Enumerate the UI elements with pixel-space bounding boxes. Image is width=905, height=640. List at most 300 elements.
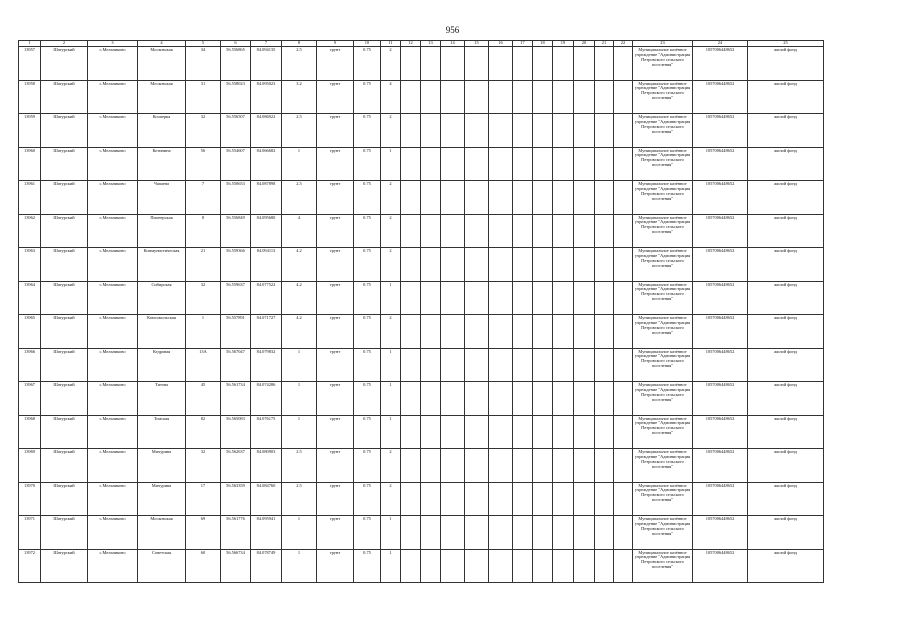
table-row: [19, 80, 824, 114]
table-cell: [441, 449, 465, 483]
table-cell: Муниципальное казённое учреждение "Администрация Петровского сельского поселения": [633, 214, 693, 248]
table-cell: [533, 348, 553, 382]
table-cell: 32: [186, 114, 221, 148]
column-number-cell: 9: [317, 41, 354, 47]
table-cell: [533, 382, 553, 416]
table-cell: [465, 248, 489, 282]
table-cell: 1057006448652: [693, 147, 748, 181]
table-cell: [421, 214, 441, 248]
table-cell: [489, 415, 513, 449]
table-cell: Муниципальное казённое учреждение "Администрация Петровского сельского поселения": [633, 449, 693, 483]
table-cell: [401, 516, 421, 550]
table-cell: [421, 516, 441, 550]
column-number-cell: 12: [401, 41, 421, 47]
table-cell: [553, 382, 574, 416]
table-cell: [614, 47, 633, 81]
column-number-cell: 14: [441, 41, 465, 47]
table-cell: 1057006448652: [693, 214, 748, 248]
table-cell: [574, 482, 595, 516]
table-cell: [553, 214, 574, 248]
table-cell: [595, 114, 614, 148]
table-cell: грунт: [317, 114, 354, 148]
table-cell: 1057006448652: [693, 315, 748, 349]
table-cell: Муниципальное казённое учреждение "Администрация Петровского сельского поселения": [633, 382, 693, 416]
table-cell: Муниципальное казённое учреждение "Администрация Петровского сельского поселения": [633, 348, 693, 382]
table-cell: Томская: [138, 415, 186, 449]
table-cell: [489, 214, 513, 248]
table-cell: [465, 415, 489, 449]
table-cell: [441, 181, 465, 215]
table-cell: 0.75: [354, 348, 381, 382]
table-cell: 84.087898: [251, 181, 282, 215]
table-cell: [533, 214, 553, 248]
table-cell: [595, 382, 614, 416]
table-row: [19, 415, 824, 449]
table-cell: 13966: [19, 348, 41, 382]
table-cell: [533, 415, 553, 449]
table-cell: [553, 348, 574, 382]
table-cell: [489, 315, 513, 349]
table-cell: грунт: [317, 147, 354, 181]
table-cell: [513, 281, 533, 315]
table-cell: с.Мельниково: [88, 315, 138, 349]
table-cell: [489, 449, 513, 483]
table-cell: [421, 382, 441, 416]
table-cell: [533, 516, 553, 550]
column-number-cell: 11: [381, 41, 401, 47]
table-cell: [489, 181, 513, 215]
table-cell: 56.554607: [221, 147, 251, 181]
table-cell: [614, 382, 633, 416]
table-cell: жилой фонд: [748, 449, 824, 483]
table-cell: [574, 181, 595, 215]
table-cell: [614, 281, 633, 315]
table-cell: [533, 449, 553, 483]
table-cell: [421, 449, 441, 483]
table-cell: 17: [186, 482, 221, 516]
table-cell: [574, 80, 595, 114]
table-cell: 56.561776: [221, 516, 251, 550]
table-cell: [533, 47, 553, 81]
table-cell: с.Мельниково: [88, 147, 138, 181]
table-cell: с.Мельниково: [88, 348, 138, 382]
table-cell: 0.75: [354, 281, 381, 315]
table-cell: [421, 80, 441, 114]
table-cell: [574, 114, 595, 148]
table-cell: [595, 449, 614, 483]
table-cell: [421, 348, 441, 382]
table-cell: 84.078749: [251, 549, 282, 583]
table-cell: 56.562637: [221, 449, 251, 483]
table-row: [19, 348, 824, 382]
table-cell: 0.75: [354, 382, 381, 416]
table-cell: жилой фонд: [748, 80, 824, 114]
table-cell: с.Мельниково: [88, 80, 138, 114]
table-row: [19, 114, 824, 148]
table-cell: [489, 516, 513, 550]
table-cell: Шатурский: [41, 114, 88, 148]
table-cell: 2: [381, 181, 401, 215]
table-cell: грунт: [317, 449, 354, 483]
table-cell: грунт: [317, 47, 354, 81]
table-cell: 13971: [19, 516, 41, 550]
table-cell: 1057006448652: [693, 248, 748, 282]
table-cell: [401, 248, 421, 282]
table-cell: Шатурский: [41, 348, 88, 382]
table-cell: 1: [381, 382, 401, 416]
table-cell: [489, 80, 513, 114]
table-cell: жилой фонд: [748, 248, 824, 282]
table-cell: 1057006448652: [693, 549, 748, 583]
table-cell: 13965: [19, 315, 41, 349]
table-cell: 13960: [19, 147, 41, 181]
table-cell: [465, 549, 489, 583]
table-cell: [489, 281, 513, 315]
column-number-cell: 22: [614, 41, 633, 47]
table-cell: 2.5: [282, 114, 317, 148]
table-cell: [533, 248, 553, 282]
table-cell: [614, 482, 633, 516]
table-cell: [614, 181, 633, 215]
table-cell: с.Мельниково: [88, 415, 138, 449]
table-cell: 4.2: [282, 248, 317, 282]
table-cell: с.Мельниково: [88, 181, 138, 215]
table-cell: [513, 348, 533, 382]
table-cell: 32: [186, 281, 221, 315]
table-cell: [401, 181, 421, 215]
table-cell: [489, 147, 513, 181]
table-row: [19, 181, 824, 215]
table-cell: [441, 415, 465, 449]
table-cell: Шатурский: [41, 281, 88, 315]
table-cell: 1: [186, 315, 221, 349]
table-cell: 1: [381, 281, 401, 315]
table-cell: [553, 516, 574, 550]
table-row: [19, 382, 824, 416]
table-cell: [513, 549, 533, 583]
table-cell: грунт: [317, 482, 354, 516]
table-cell: [441, 315, 465, 349]
table-cell: [465, 315, 489, 349]
table-cell: [574, 147, 595, 181]
table-cell: 56.563359: [221, 482, 251, 516]
column-number-cell: 23: [633, 41, 693, 47]
table-cell: [513, 415, 533, 449]
table-cell: 1057006448652: [693, 181, 748, 215]
table-cell: [574, 348, 595, 382]
table-cell: 2: [381, 315, 401, 349]
table-cell: 7: [186, 181, 221, 215]
table-cell: 13964: [19, 281, 41, 315]
table-cell: [513, 80, 533, 114]
table-cell: [614, 248, 633, 282]
table-cell: [533, 281, 553, 315]
table-cell: Московская: [138, 80, 186, 114]
table-cell: [614, 449, 633, 483]
table-cell: [513, 315, 533, 349]
table-cell: [465, 80, 489, 114]
table-cell: 84.086922: [251, 114, 282, 148]
table-cell: Шатурский: [41, 516, 88, 550]
table-cell: [401, 47, 421, 81]
table-cell: 1: [282, 415, 317, 449]
table-cell: 84.095941: [251, 516, 282, 550]
table-cell: 1057006448652: [693, 449, 748, 483]
table-cell: [595, 549, 614, 583]
table-cell: 1: [381, 348, 401, 382]
table-cell: жилой фонд: [748, 281, 824, 315]
column-number-cell: 18: [533, 41, 553, 47]
table-cell: 84.094113: [251, 248, 282, 282]
table-cell: [553, 482, 574, 516]
column-number-cell: 19: [553, 41, 574, 47]
table-cell: Московская: [138, 47, 186, 81]
table-cell: [401, 147, 421, 181]
table-cell: [533, 181, 553, 215]
table-cell: 1: [282, 382, 317, 416]
column-number-cell: 8: [282, 41, 317, 47]
table-cell: Шатурский: [41, 382, 88, 416]
table-cell: 13961: [19, 181, 41, 215]
table-body: [19, 47, 824, 583]
table-cell: [489, 47, 513, 81]
table-cell: [401, 114, 421, 148]
table-cell: [533, 549, 553, 583]
table-cell: грунт: [317, 348, 354, 382]
table-cell: грунт: [317, 181, 354, 215]
table-cell: 56.565083: [221, 415, 251, 449]
column-number-cell: 13: [421, 41, 441, 47]
table-cell: жилой фонд: [748, 147, 824, 181]
table-cell: Титова: [138, 382, 186, 416]
table-cell: 1057006448652: [693, 348, 748, 382]
table-cell: [465, 47, 489, 81]
table-cell: [595, 214, 614, 248]
table-cell: 0.75: [354, 315, 381, 349]
page-number: 956: [445, 25, 460, 35]
table-cell: 1057006448652: [693, 516, 748, 550]
table-cell: 4: [282, 214, 317, 248]
table-cell: [553, 147, 574, 181]
table-cell: [465, 181, 489, 215]
table-cell: 84.084760: [251, 482, 282, 516]
table-cell: 0.75: [354, 449, 381, 483]
table-cell: с.Мельниково: [88, 482, 138, 516]
table-cell: [513, 181, 533, 215]
table-cell: грунт: [317, 516, 354, 550]
table-cell: [574, 549, 595, 583]
table-cell: с.Мельниково: [88, 47, 138, 81]
table-cell: 1057006448652: [693, 114, 748, 148]
table-cell: Муниципальное казённое учреждение "Администрация Петровского сельского поселения": [633, 549, 693, 583]
table-cell: [441, 47, 465, 81]
table-cell: 0.75: [354, 415, 381, 449]
table-cell: [421, 549, 441, 583]
table-cell: с.Мельниково: [88, 382, 138, 416]
table-cell: [489, 348, 513, 382]
table-cell: 0.75: [354, 516, 381, 550]
table-cell: жилой фонд: [748, 181, 824, 215]
table-cell: с.Мельниково: [88, 114, 138, 148]
table-cell: [595, 248, 614, 282]
table-cell: [421, 47, 441, 81]
table-cell: Муниципальное казённое учреждение "Администрация Петровского сельского поселения": [633, 281, 693, 315]
table-cell: 84.066682: [251, 147, 282, 181]
column-number-cell: 2: [41, 41, 88, 47]
table-cell: грунт: [317, 549, 354, 583]
column-number-cell: 21: [595, 41, 614, 47]
table-cell: Шатурский: [41, 449, 88, 483]
table-cell: [614, 214, 633, 248]
table-cell: 0.75: [354, 114, 381, 148]
table-cell: [513, 214, 533, 248]
column-number-cell: 7: [251, 41, 282, 47]
table-cell: 13968: [19, 415, 41, 449]
table-row: [19, 482, 824, 516]
table-cell: [553, 47, 574, 81]
table-cell: [553, 248, 574, 282]
table-cell: жилой фонд: [748, 348, 824, 382]
table-cell: с.Мельниково: [88, 281, 138, 315]
table-cell: [595, 281, 614, 315]
table-cell: [441, 348, 465, 382]
table-cell: 56.550653: [221, 181, 251, 215]
table-cell: [553, 181, 574, 215]
table-cell: [465, 382, 489, 416]
table-cell: Шатурский: [41, 248, 88, 282]
table-cell: 56.556507: [221, 114, 251, 148]
table-cell: 34: [186, 47, 221, 81]
table-cell: Муниципальное казённое учреждение "Администрация Петровского сельского поселения": [633, 114, 693, 148]
table-cell: [614, 147, 633, 181]
table-cell: 21: [186, 248, 221, 282]
table-cell: Муниципальное казённое учреждение "Администрация Петровского сельского поселения": [633, 147, 693, 181]
table-cell: 84.079832: [251, 348, 282, 382]
table-row: [19, 47, 824, 81]
table-row: [19, 147, 824, 181]
table-cell: [401, 348, 421, 382]
table-cell: Шатурский: [41, 549, 88, 583]
table-cell: жилой фонд: [748, 214, 824, 248]
table-cell: [513, 114, 533, 148]
table-cell: Муниципальное казённое учреждение "Администрация Петровского сельского поселения": [633, 80, 693, 114]
table-cell: 0.75: [354, 214, 381, 248]
table-cell: [595, 516, 614, 550]
table-cell: 2: [381, 47, 401, 81]
table-cell: грунт: [317, 248, 354, 282]
table-cell: [533, 114, 553, 148]
table-cell: Комсомольская: [138, 315, 186, 349]
table-cell: жилой фонд: [748, 549, 824, 583]
table-cell: [489, 482, 513, 516]
table-cell: [574, 449, 595, 483]
table-cell: 2: [381, 449, 401, 483]
table-cell: [533, 315, 553, 349]
table-cell: грунт: [317, 315, 354, 349]
table-cell: [574, 415, 595, 449]
table-row: [19, 315, 824, 349]
table-cell: [595, 482, 614, 516]
table-cell: 13958: [19, 80, 41, 114]
table-row: [19, 449, 824, 483]
table-cell: [421, 415, 441, 449]
table-cell: Кедровая: [138, 348, 186, 382]
table-cell: 0.75: [354, 181, 381, 215]
table-cell: 2: [381, 482, 401, 516]
table-cell: 56.559637: [221, 281, 251, 315]
table-row: [19, 248, 824, 282]
table-cell: [614, 348, 633, 382]
table-cell: Муниципальное казённое учреждение "Администрация Петровского сельского поселения": [633, 516, 693, 550]
table-cell: 84.076175: [251, 415, 282, 449]
table-cell: [401, 281, 421, 315]
table-cell: с.Мельниково: [88, 516, 138, 550]
table-cell: [441, 549, 465, 583]
table-cell: 31: [186, 80, 221, 114]
table-cell: 1057006448652: [693, 415, 748, 449]
table-cell: 84.095023: [251, 80, 282, 114]
table-cell: [401, 80, 421, 114]
table-cell: Муниципальное казённое учреждение "Администрация Петровского сельского поселения": [633, 47, 693, 81]
table-cell: [465, 482, 489, 516]
table-cell: 0.75: [354, 47, 381, 81]
table-cell: 56.566734: [221, 549, 251, 583]
table-cell: жилой фонд: [748, 382, 824, 416]
table-cell: 1057006448652: [693, 47, 748, 81]
table-cell: 13972: [19, 549, 41, 583]
table-cell: 13959: [19, 114, 41, 148]
table-cell: 3.2: [282, 80, 317, 114]
table-cell: 2: [381, 214, 401, 248]
table-cell: грунт: [317, 382, 354, 416]
table-cell: 4: [381, 80, 401, 114]
table-cell: 84.077522: [251, 281, 282, 315]
table-cell: 1: [381, 516, 401, 550]
table-cell: 2: [381, 114, 401, 148]
table-cell: [441, 516, 465, 550]
table-cell: [553, 549, 574, 583]
table-cell: [421, 315, 441, 349]
table-cell: 1: [282, 147, 317, 181]
table-row: [19, 214, 824, 248]
table-cell: 1057006448652: [693, 80, 748, 114]
table-cell: 1: [282, 516, 317, 550]
column-number-cell: 17: [513, 41, 533, 47]
table-cell: 0.75: [354, 549, 381, 583]
table-cell: 84.095680: [251, 214, 282, 248]
table-cell: 1057006448652: [693, 281, 748, 315]
table-cell: жилой фонд: [748, 516, 824, 550]
table-cell: [421, 482, 441, 516]
column-number-cell: 20: [574, 41, 595, 47]
table-cell: [595, 147, 614, 181]
table-cell: [574, 382, 595, 416]
table-cell: Шатурский: [41, 80, 88, 114]
table-cell: 56.567047: [221, 348, 251, 382]
table-cell: 13957: [19, 47, 41, 81]
table-cell: Шатурский: [41, 415, 88, 449]
table-cell: [574, 516, 595, 550]
table-cell: Шатурский: [41, 181, 88, 215]
table-cell: 2: [381, 248, 401, 282]
table-cell: [401, 415, 421, 449]
table-cell: [513, 482, 533, 516]
table-cell: [421, 248, 441, 282]
table-cell: [465, 516, 489, 550]
column-number-cell: 3: [88, 41, 138, 47]
table-row: [19, 516, 824, 550]
table-cell: [513, 248, 533, 282]
